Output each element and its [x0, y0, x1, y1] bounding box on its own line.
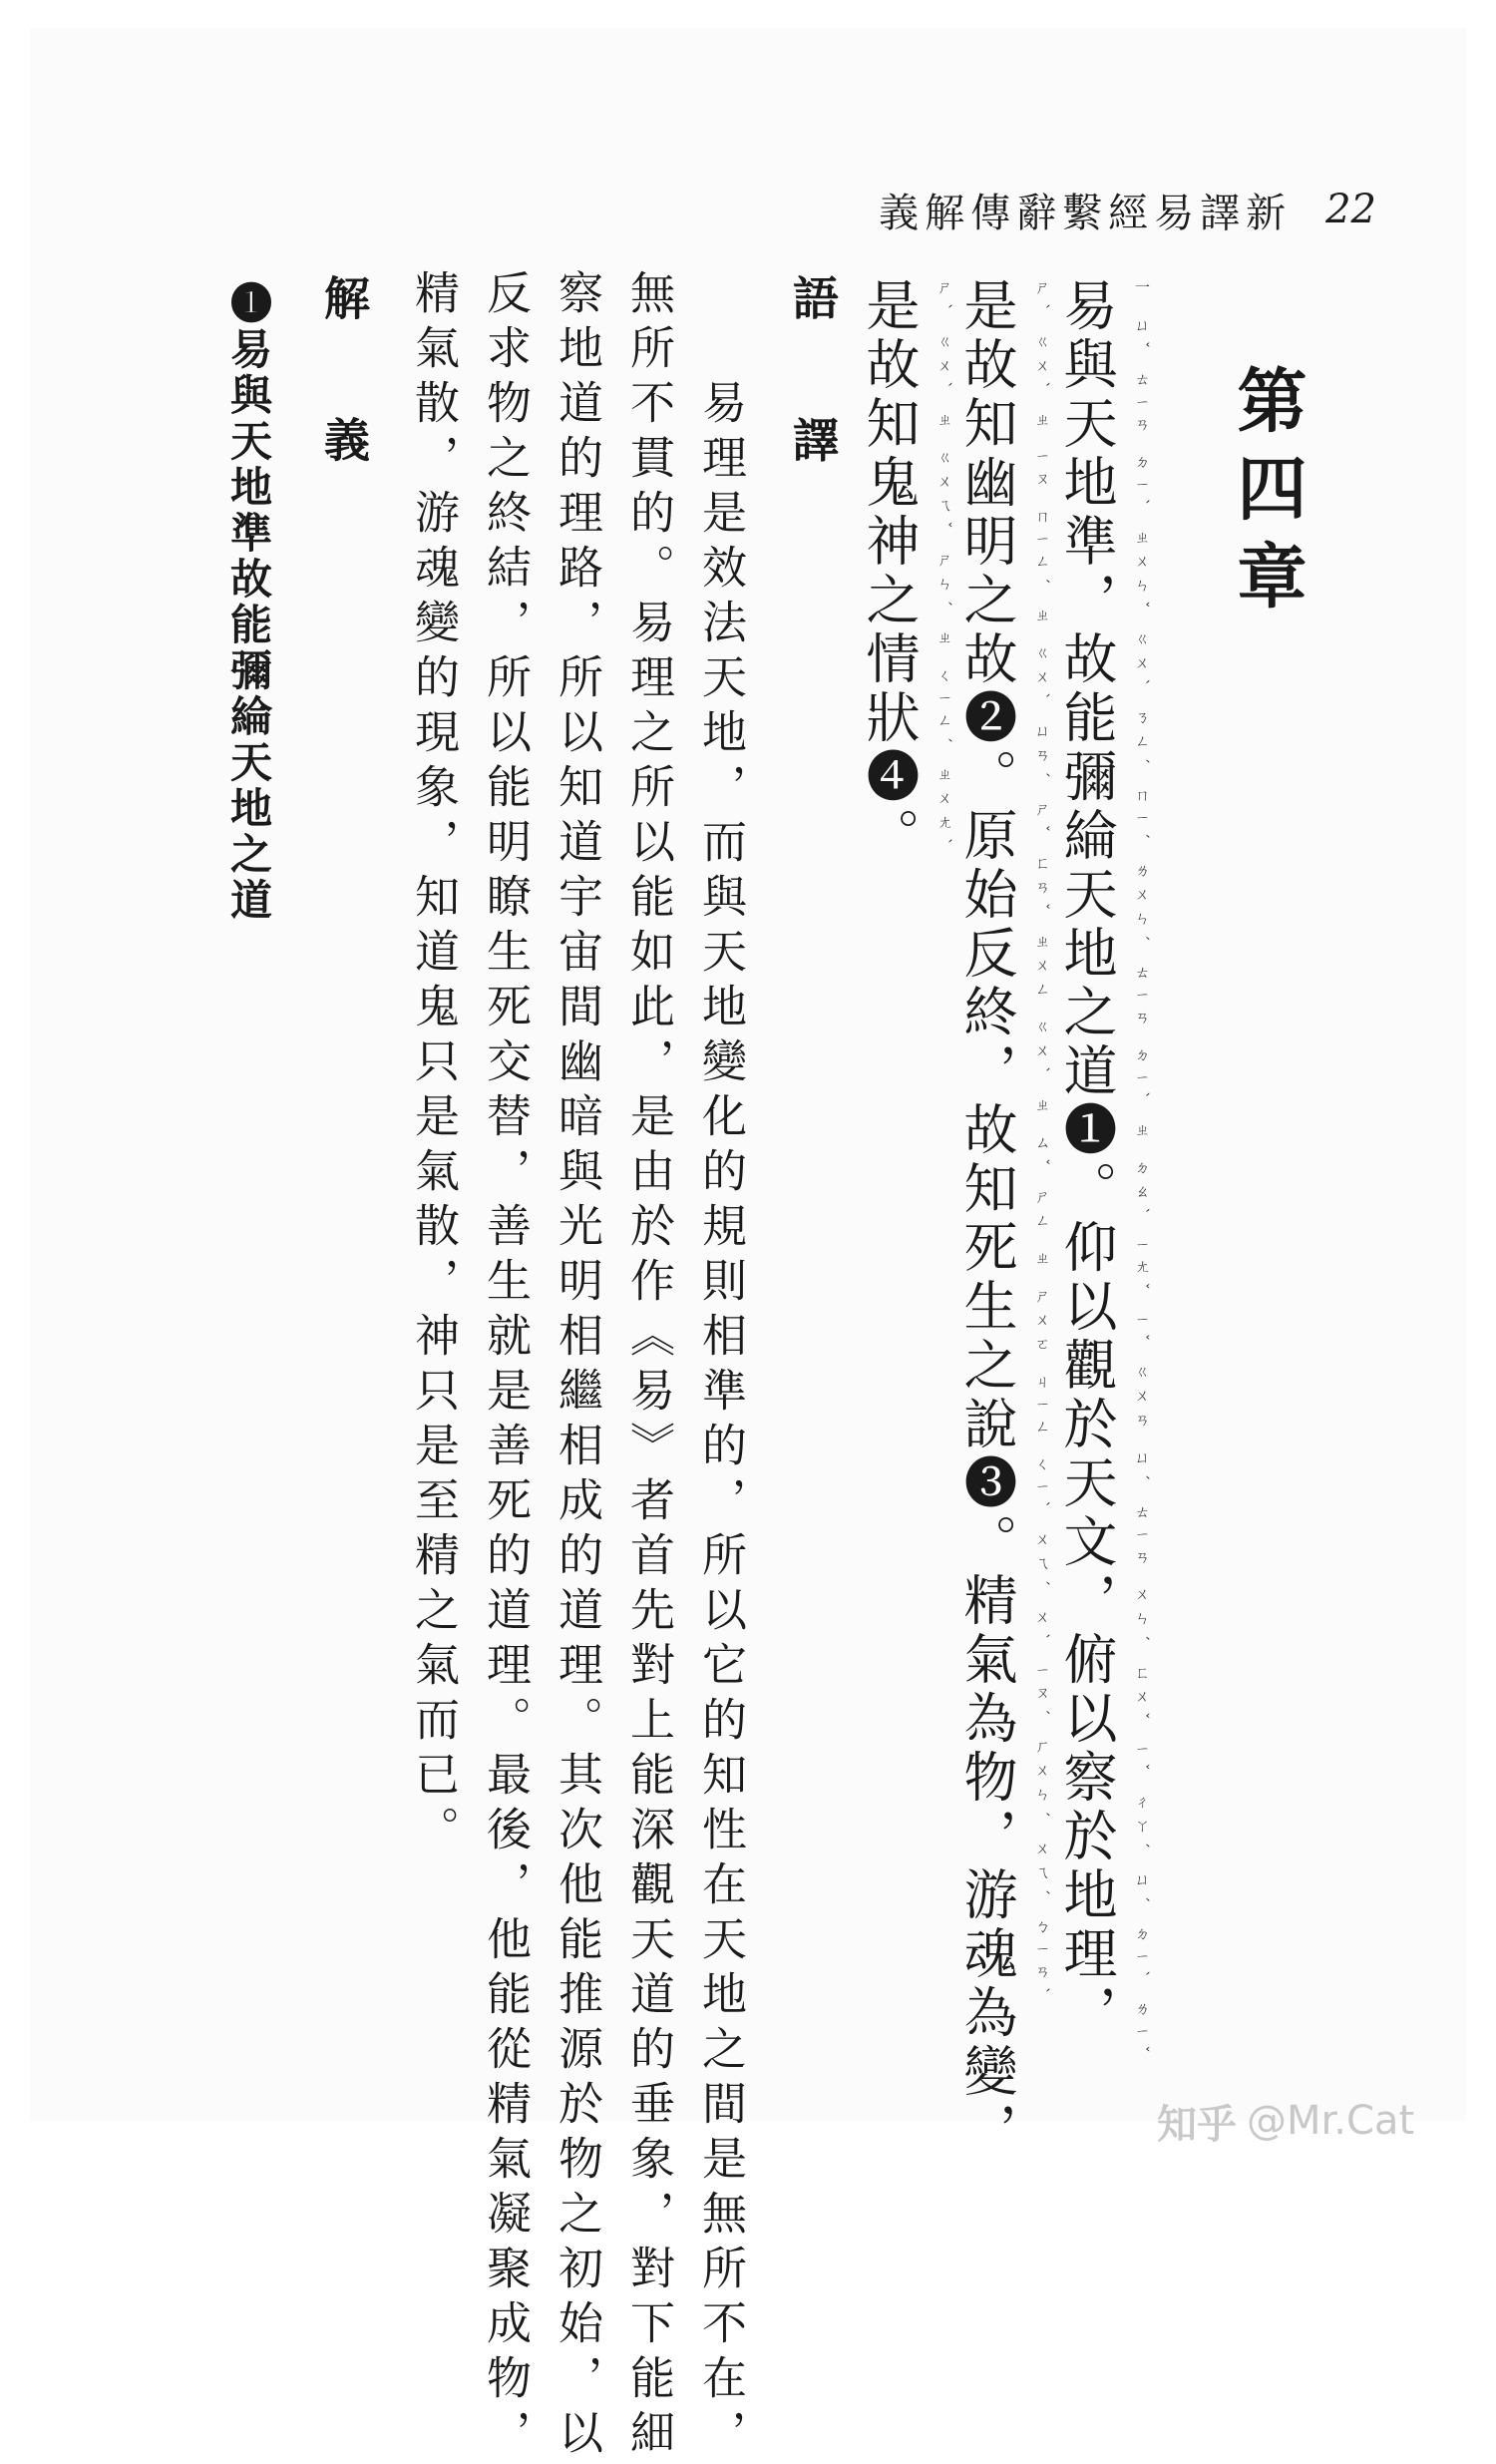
notes-heading: 解 義	[317, 274, 371, 503]
translation-heading: 語 譯	[786, 274, 840, 503]
running-title: 義解傳辭繫經易譯新	[879, 190, 1293, 236]
original-text-column-1: 易與天地準，故能彌綸天地之道❶。仰以觀於天文，俯以察於地理，	[1055, 277, 1118, 2043]
chapter-title: 第四章	[1226, 364, 1309, 627]
translation-column-1: 易理是效法天地，而與天地變化的規則相準的，所以它的知性在天地之間是無所不在，	[694, 324, 747, 2464]
watermark-logo: 知乎	[1157, 2101, 1237, 2148]
translation-column-2: 無所不貫的。易理之所以能如此，是由於作《易》者首先對上能深觀天道的垂象，對下能細	[622, 269, 675, 2464]
translation-column-4: 反求物之終結，所以能明瞭生死交替，善生就是善死的道理。最後，他能從精氣凝聚成物，	[479, 269, 532, 2464]
page-number: 22	[1325, 187, 1376, 232]
watermark-handle: @Mr.Cat	[1247, 2098, 1415, 2144]
watermark	[1157, 2091, 1414, 2151]
original-text-column-2: 是故知幽明之故❷。原始反終，故知死生之說❸。精氣為物，游魂為變，	[955, 277, 1018, 2161]
note-1-heading: ❶易與天地準故能彌綸天地之道	[224, 281, 273, 924]
zhuyin-column-1: 一 ㄩˇ ㄊㄧㄢ ㄉㄧˋ ㄓㄨㄣˇ ㄍㄨˋ ㄋㄥˊ ㄇㄧˊ ㄌㄨㄣˊ ㄊㄧㄢ ㄉㄧˋ ㄓ ㄉㄠˋ ㄧㄤˇ ㄧˇ ㄍㄨㄢ ㄩˊ ㄊㄧㄢ ㄨㄣˊ ㄈㄨˇ ㄧˇ ㄔㄚˊ ㄩˊ ㄉㄧˋ ㄌㄧˇ	[1133, 279, 1151, 2062]
translation-column-3: 察地道的理路，所以知道宇宙間幽暗與光明相繼相成的道理。其次他能推源於物之初始，以	[551, 269, 603, 2464]
page-header	[878, 180, 1376, 239]
zhuyin-column-3: ㄕˋ ㄍㄨˋ ㄓ ㄍㄨㄟˇ ㄕㄣˊ ㄓ ㄑㄧㄥˊ ㄓㄨㄤˋ	[935, 279, 953, 855]
original-text-column-3: 是故知鬼神之情狀❹。	[858, 277, 921, 866]
translation-column-5: 精氣散，游魂變的現象，知道鬼只是氣散，神只是至精之氣而已。	[407, 269, 460, 1860]
zhuyin-column-2: ㄕˋ ㄍㄨˋ ㄓ ㄧㄡ ㄇㄧㄥˊ ㄓ ㄍㄨˋ ㄩㄢˊ ㄕˇ ㄈㄢˇ ㄓㄨㄥ ㄍㄨˋ ㄓ ㄙˇ ㄕㄥ ㄓ ㄕㄨㄛ ㄐㄧㄥ ㄑㄧˋ ㄨㄟˊ ㄨˋ ㄧㄡˊ ㄏㄨㄣˊ ㄨㄟˊ ㄅㄧㄢˋ	[1033, 279, 1051, 2004]
